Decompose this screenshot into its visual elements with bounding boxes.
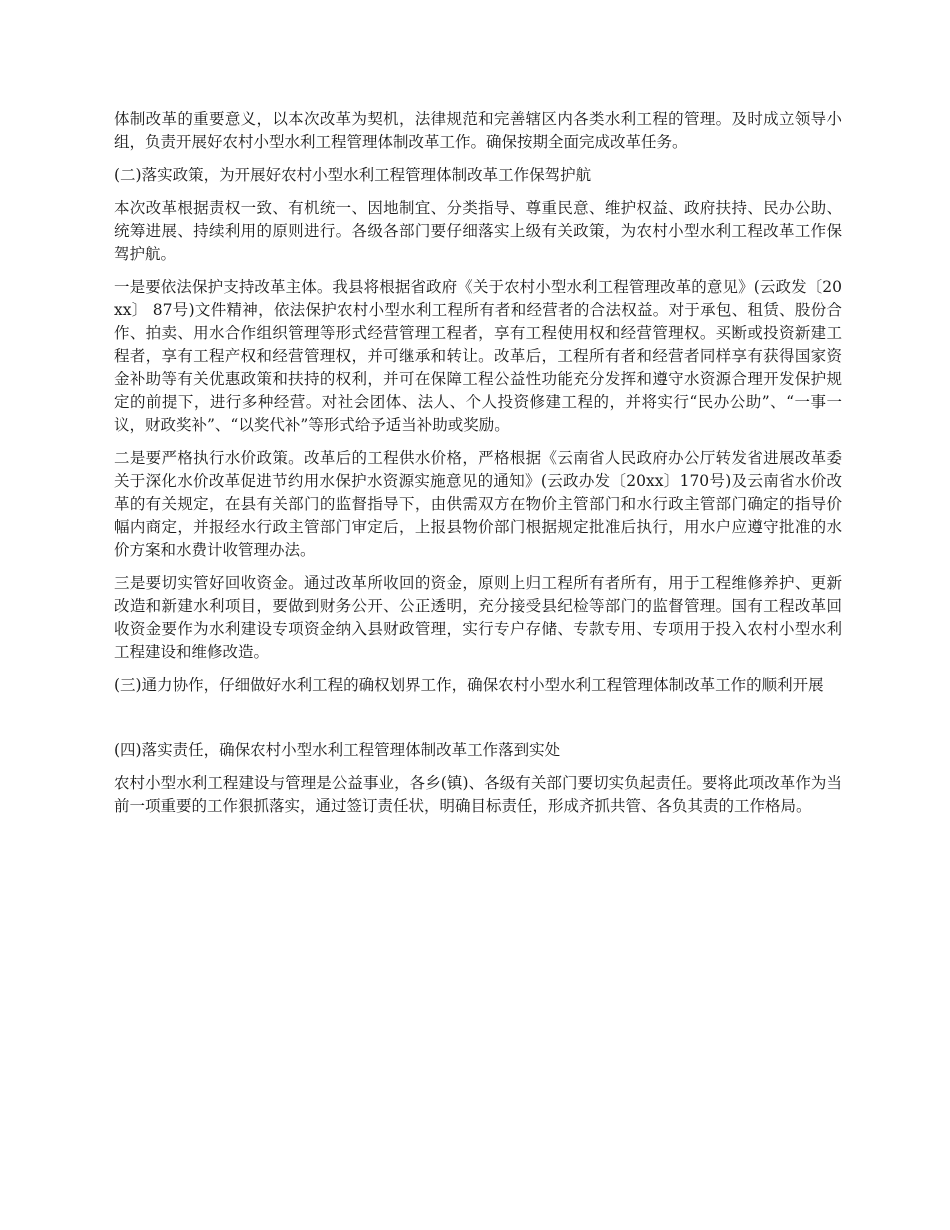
section-heading-4: (四)落实责任，确保农村小型水利工程管理体制改革工作落到实处 xyxy=(114,741,561,759)
paragraph-protect-reform-subjects: 一是要依法保护支持改革主体。我县将根据省政府《关于农村小型水利工程管理改革的意见》(云政发〔20xx〕 87号)文件精神，依法保护农村小型水利工程所有者和经营者的合法权益。对于承包、租赁、股份合作、拍卖、用水合作组织管理等形式经营管理工程者，享有工程使用权和经营管理权。买断或投资新建工程者，享有工程产权和经营管理权，并可继承和转让。改革后，工程所有者和经营者同样享有获得国家资金补助等有关优惠政策和扶持的权利，并可在保障工程公益性功能充分发挥和遵守水资源合理开发保护规定的前提下，进行多种经营。对社会团体、法人、个人投资修建工程的，并将实行“民办公助”、“一事一议，财政奖补”、“以奖代补”等形式给予适当补助或奖励。 xyxy=(114,278,842,434)
paragraph-water-price-policy: 二是要严格执行水价政策。改革后的工程供水价格，严格根据《云南省人民政府办公厅转发省进展改革委关于深化水价改革促进节约用水保护水资源实施意见的通知》(云政办发〔20xx〕170号)及云南省水价改革的有关规定，在县有关部门的监督指导下，由供需双方在物价主管部门和水行政主管部门确定的指导价幅内商定，并报经水行政主管部门审定后，上报县物价部门根据规定批准后执行，用水户应遵守批准的水价方案和水费计收管理办法。 xyxy=(114,449,842,559)
document-body xyxy=(114,108,842,828)
paragraph-recovered-funds: 三是要切实管好回收资金。通过改革所收回的资金，原则上归工程所有者所有，用于工程维修养护、更新改造和新建水利项目，要做到财务公开、公正透明，充分接受县纪检等部门的监督管理。国有工程改革回收资金要作为水利建设专项资金纳入县财政管理，实行专户存储、专款专用、专项用于投入农村小型水利工程建设和维修改造。 xyxy=(114,574,842,661)
paragraph-responsibility: 农村小型水利工程建设与管理是公益事业，各乡(镇)、各级有关部门要切实负起责任。要将此项改革作为当前一项重要的工作狠抓落实，通过签订责任状，明确目标责任，形成齐抓共管、各负其责的工作格局。 xyxy=(114,774,842,815)
section-heading-2: (二)落实政策，为开展好农村小型水利工程管理体制改革工作保驾护航 xyxy=(114,166,592,184)
paragraph-principles: 本次改革根据责权一致、有机统一、因地制宜、分类指导、尊重民意、维护权益、政府扶持、民办公助、统筹进展、持续利用的原则进行。各级各部门要仔细落实上级有关政策，为农村小型水利工程改革工作保驾护航。 xyxy=(114,199,842,263)
section-heading-3: (三)通力协作，仔细做好水利工程的确权划界工作，确保农村小型水利工程管理体制改革工作的顺利开展 xyxy=(114,676,824,694)
blank-spacer xyxy=(114,707,842,739)
paragraph-reform-significance: 体制改革的重要意义，以本次改革为契机，法律规范和完善辖区内各类水利工程的管理。及时成立领导小组，负责开展好农村小型水利工程管理体制改革工作。确保按期全面完成改革任务。 xyxy=(114,110,842,151)
